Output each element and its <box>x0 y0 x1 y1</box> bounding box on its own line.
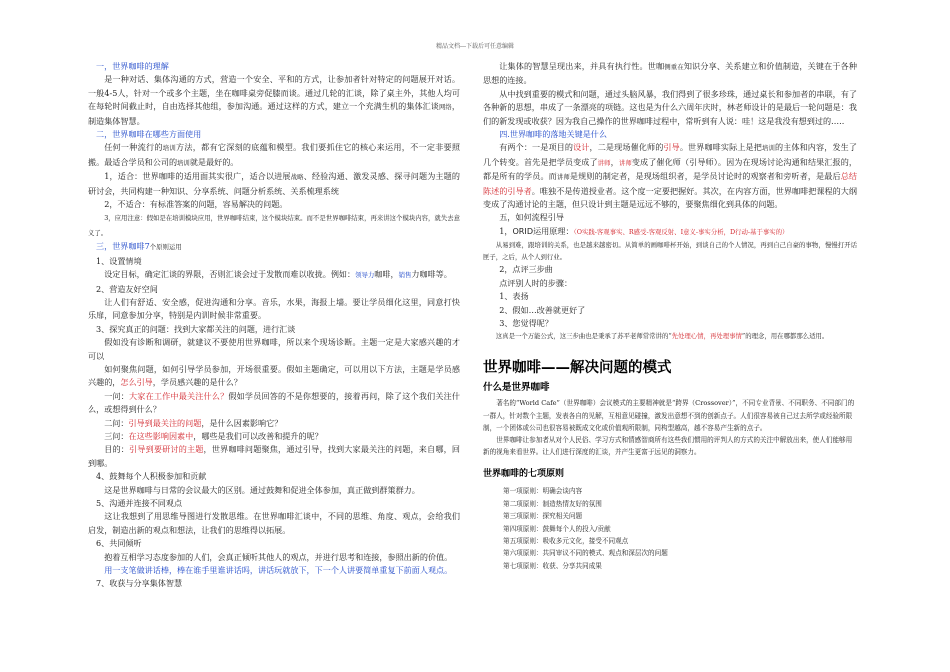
section-title: 世界咖啡的七项原则 <box>483 469 565 480</box>
subheading: 2，点评三步曲 <box>499 264 553 275</box>
paragraph: 用一支笔做讲话棒，棒在谁手里谁讲话吗，讲话玩就放下，下一个人讲要简单重复下前面人观点。 <box>104 565 453 576</box>
subheading: 7、收获与分享集体智慧 <box>96 578 183 589</box>
subheading: 3、探究真正的问题：找到大家都关注的问题，进行汇谈 <box>96 323 296 334</box>
right-column <box>483 60 857 572</box>
paragraph: 1，适合：世界咖啡的适用面其实很广，适合以进展战略、经验沟通、激发灵感、探寻问题为主题的研讨会，共同构建一种知识、分享系统、问题分析系统、关系梳理系统 <box>88 171 460 196</box>
section-title: 什么是世界咖啡 <box>483 382 550 394</box>
list-item: 第七项原则：收获、分享共同成果 <box>503 561 602 570</box>
paragraph: 抱着互相学习态度参加的人们，会真正倾听其他人的观点，并进行思考和连接，参照出新的价值。 <box>104 551 453 562</box>
subheading: 6、共同倾听 <box>96 538 142 549</box>
page-header: 精品文档---下载后可任意编辑 <box>435 43 515 50</box>
list-item: 第二项原则：制造热情友好的氛围 <box>503 499 602 508</box>
paragraph: 从中找到重要的模式和问题，通过头脑风暴，我们得到了很多珍珠，通过桌长和参加者的串联，有了各种新的思想，串成了一条漂亮的项链。这也是为什么六周年庆时，林老师设计的是最后一轮问题是：我们的新发现或收获？因为我自己操作的世界咖啡过程中，常听到有人说：哇！这是我没有想到过的….. <box>483 88 857 126</box>
section-heading-3: 三，世界咖啡7个原则运用 <box>96 241 182 252</box>
principles-list <box>483 485 857 572</box>
subheading: 2、营造友好空间 <box>96 283 158 294</box>
list-item: 第五项原则：吸收多元文化，接受不同观点 <box>503 536 629 545</box>
paragraph: 一问：大家在工作中最关注什么？假如学员回答的不是你想要的，接着再问，除了这个我们关注什么，或想得到什么？ <box>88 390 460 415</box>
paragraph: 有两个：一是项目的设计，二是现场催化师的引导。世界咖啡实际上是把培训的主体和内容，发生了几个转变。首先是把学员变成了讲师，讲师变成了催化师（引导师）。因为在现场讨论沟通和结果汇报的，都是所有的学员。而讲师是规则的制定者，是现场组织者，是学员讨论时的观察者和旁听者，是最后总结陈述的引导者。唯独不是传道授业者。这个度一定要把握好。其次，在内容方面，世界咖啡把课程的大纲变成了沟通讨论的主题，但只设计到主题是远远不够的，要聚焦细化到具体的问题。 <box>483 142 858 210</box>
paragraph: 点评别人时的步骤： <box>499 277 573 288</box>
paragraph: 3，应用注意：假如是在培训模块应用，世界咖啡结束，这个模块结束。而不是世界咖啡结束，再来讲这个模块内容，就失去意义了。 <box>88 214 461 237</box>
list-item: 1、表扬 <box>499 291 529 302</box>
paragraph: 这让我想到了用思维导图进行发散思维。在世界咖啡汇谈中，不同的思维、角度、观点，会给我们启发，制造出新的观点和想法，让我们的思维得以拓展。 <box>88 511 460 535</box>
paragraph: 让集体的智慧呈现出来，并具有执行性。世咖侧重在知识分享、关系建立和价值制造，关键在于各种思想的连接。 <box>483 61 857 86</box>
paragraph: 设定目标，确定汇谈的界限，否则汇谈会过于发散而难以收拢。例如：领导力咖啡，销售力咖啡等。 <box>104 269 452 280</box>
paragraph: 1，ORID运用原理：（O实践-客观事实、R感受-客观反射、I意义-事实分析，D行动-基于事实的） <box>499 225 789 236</box>
section-heading-4: 四.世界咖啡的落地关键是什么 <box>499 129 607 140</box>
subheading: 5、沟通并连接不同观点 <box>96 498 183 508</box>
subheading: 五，如何流程引导 <box>499 212 564 223</box>
paragraph: 让人们有舒适、安全感，促进沟通和分享。音乐，水果，海报上墙。要让学员细化这里，同意打快乐扉，同意参加分享，特别是内训时候非常重要。 <box>88 296 460 321</box>
paragraph: 从易到难，跟培训的关系，也是越来越密切。从简单的画咖啡杯开始，到谈自己的个人情况，再到自己自豪的事物，慢慢打开话匣子，之后，从个人到行业。 <box>483 241 858 262</box>
subheading: 4、鼓舞每个人积极参加和贡献 <box>96 471 207 482</box>
list-item: 2、假如…改善就更好了 <box>499 304 586 315</box>
left-column <box>88 60 460 591</box>
paragraph: 世界咖啡让参加者从对个人民俗、学习方式和情感智商所有这些我们惯用的评判人的方式的关注中解放出来，使人们能够用新的视角来看世界。让人们进行深度的汇谈，并产生更富于远见的洞察力。 <box>483 435 853 457</box>
paragraph: 这是世界咖啡与日常的会议最大的区别。通过鼓舞和促进全体参加，真正做到群策群力。 <box>104 484 420 495</box>
paragraph: 任何一种流行的培训方法，都有它深刻的底蕴和模型。我们要抓住它的核心来运用，不一定非要照搬。最适合学员和公司的培训就是最好的。 <box>88 142 460 167</box>
paragraph: 假如没有诊断和调研，就建议不要使用世界咖啡，所以来个现场诊断。主题一定是大家感兴趣的才可以 <box>88 337 460 361</box>
paragraph: 如何聚焦问题，如何引导学员参加，开场很重要。假如主题确定，可以用以下方法，主题是学员感兴趣的，怎么引导，学员感兴趣的是什么？ <box>88 363 460 388</box>
paragraph: 三问：在这些影响因素中，哪些是我们可以改善和提升的呢？ <box>104 430 323 441</box>
paragraph: 这真是一个万能公式，这三步曲也是秉承了苏平老师常常讲的“先处理心情，再处理事情”的理念，用在哪都那么适用。 <box>495 332 829 341</box>
paragraph: 2，不适合：有标准答案的问题，容易解决的问题。 <box>104 199 288 210</box>
subheading: 1、设置情境 <box>96 255 142 266</box>
list-item: 3、您觉得呢？ <box>499 317 553 328</box>
section-heading-2: 二，世界咖啡在哪些方面使用 <box>96 129 202 140</box>
list-item: 第六项原则：共同审议不同的模式、观点和深层次的问题 <box>503 549 668 558</box>
paragraph: 是一种对话、集体沟通的方式，营造一个安全、平和的方式，让参加者针对特定的问题展开对话。一般4-5人，针对一个或多个主题，坐在咖啡桌旁促膝而谈。通过几轮的汇谈，除了桌主外，其他人均可在每轮时间截止时，自由选择其他组，参加沟通。通过这样的方式，建立一个充满生机的集体汇谈网络，制造集体智慧。 <box>88 74 460 126</box>
paragraph: 目的：引导到要研讨的主题，世界咖啡问题聚焦，通过引导，找到大家最关注的问题，来自哪，回到哪。 <box>88 444 460 468</box>
section-heading-1: 一，世界咖啡的理解 <box>96 61 169 71</box>
paragraph: 二问：引导到最关注的问题，是什么因素影响它？ <box>104 417 283 428</box>
main-title: 世界咖啡——解决问题的模式 <box>483 360 672 377</box>
paragraph: 著名的“World Cafe”（世界咖啡）会议模式的主要精神就是“跨界（Crossover）”，不同专业背景、不同职务、不同部门的一群人，针对数个主题，发表各自的见解，互相意见碰撞，激发出意想不到的创新点子。人们很容易被自己过去所学或经验所限制，一个团体或公司也很容易被既成文化或价值观所限制，同构型越高，越不容易产生新的点子。 <box>483 399 855 432</box>
list-item: 第三项原则：探究相关问题 <box>503 512 583 521</box>
list-item: 第四项原则：鼓舞每个人的投入/贡献 <box>503 524 611 533</box>
list-item: 第一项原则：明确会谈内容 <box>503 487 583 496</box>
